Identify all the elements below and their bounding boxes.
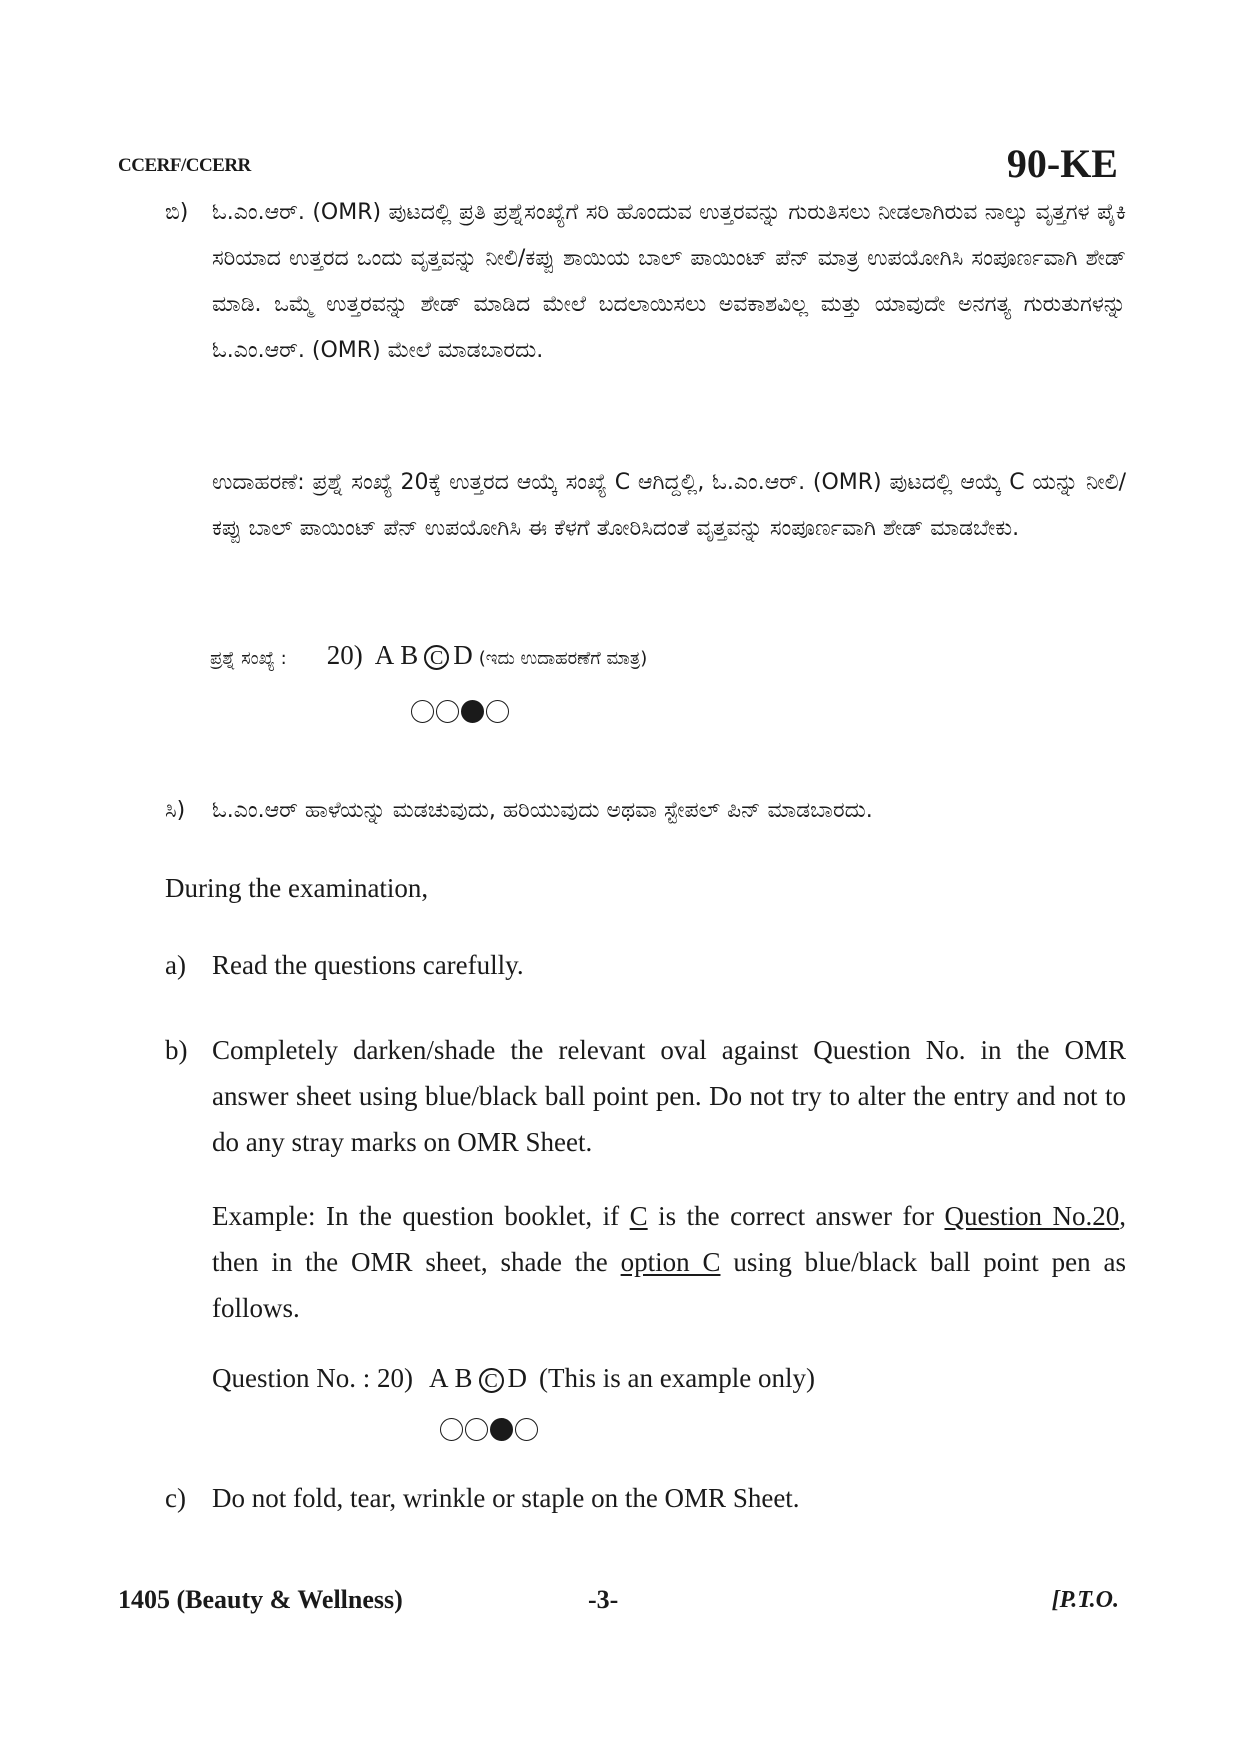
english-intro: During the examination, [165,873,429,903]
bubble-c-filled [461,700,484,723]
english-question-example [212,1363,815,1394]
english-b-text: Completely darken/shade the relevant oval against Question No. in the OMR answer sheet using blue/black ball point pen. Do not try to alter the entry and not to do any stray marks on OMR Sheet. [212,1035,1126,1157]
english-c-label: c) [165,1483,186,1513]
english-option-d: D [507,1363,527,1393]
kannada-question-number: 20) [326,640,363,670]
kannada-option-c-circled: C [424,645,449,670]
english-option-b: B [454,1363,473,1393]
bubble-d [486,700,509,723]
english-omr-bubbles [440,1418,538,1441]
english-question-label: Question No. : 20) [212,1363,413,1393]
english-a-text: Read the questions carefully. [212,950,524,980]
kannada-example-text: ಉದಾಹರಣೆ: ಪ್ರಶ್ನೆ ಸಂಖ್ಯೆ 20ಕ್ಕೆ ಉತ್ತರದ ಆಯ್ಕೆ ಸಂಖ್ಯೆ C ಆಗಿದ್ದಲ್ಲಿ, ಓ.ಎಂ.ಆರ್. (OMR) ಪುಟದಲ್ಲಿ ಆಯ್ಕೆ C ಯನ್ನು ನೀಲಿ/ಕಪ್ಪು ಬಾಲ್ ಪಾಯಿಂಟ್ ಪೆನ್ ಉಪಯೋಗಿಸಿ ಈ ಕೆಳಗೆ ತೋರಿಸಿದಂತೆ ವೃತ್ತವನ್ನು ಸಂಪೂರ್ಣವಾಗಿ ಶೇಡ್ ಮಾಡಬೇಕು. [212,470,1126,541]
bubble-a [411,700,434,723]
example-part-4: using blue/black ball point pen as follows. [212,1247,1126,1323]
bubble-b [465,1418,488,1441]
bubble-d [515,1418,538,1441]
english-example-text [212,1193,1126,1331]
english-option-c-circled: C [479,1368,504,1393]
kannada-question-example [210,640,647,671]
kannada-omr-bubbles [411,700,509,723]
example-answer-c: C [629,1201,648,1231]
kannada-option-d: D [453,640,473,670]
example-part-3: , then in the OMR sheet, shade the [212,1201,1126,1277]
example-question-no: Question No.20 [944,1201,1120,1231]
example-part-1: Example: In the question booklet, if [212,1201,630,1231]
kannada-c-text: ಓ.ಎಂ.ಆರ್ ಹಾಳೆಯನ್ನು ಮಡಚುವುದು, ಹರಿಯುವುದು ಅಥವಾ ಸ್ಟೇಪಲ್ ಪಿನ್ ಮಾಡಬಾರದು. [212,798,873,823]
footer-pto: [P.T.O. [1051,1587,1119,1613]
english-option-a: A [428,1363,449,1393]
example-option-c: option C [620,1247,721,1277]
english-a-label: a) [165,950,186,980]
kannada-option-b: B [400,640,419,670]
footer-page-number: -3- [588,1585,619,1614]
kannada-question-label: ಪ್ರಶ್ನೆ ಸಂಖ್ಯೆ : [210,648,287,669]
kannada-option-a: A [374,640,395,670]
bubble-b [436,700,459,723]
header-code: CCERF/CCERR [118,155,251,176]
paper-code: 90-KE [1006,141,1118,186]
example-part-2: is the correct answer for [647,1201,945,1231]
footer-subject: 1405 (Beauty & Wellness) [118,1585,403,1614]
bubble-a [440,1418,463,1441]
english-question-note: (This is an example only) [539,1363,815,1393]
english-c-text: Do not fold, tear, wrinkle or staple on the OMR Sheet. [212,1483,800,1513]
kannada-b-label: ಬಿ) [165,200,189,225]
kannada-question-note: (ಇದು ಉದಾಹರಣೆಗೆ ಮಾತ್ರ) [478,648,648,669]
kannada-b-text: ಓ.ಎಂ.ಆರ್. (OMR) ಪುಟದಲ್ಲಿ ಪ್ರತಿ ಪ್ರಶ್ನೆಸಂಖ್ಯೆಗೆ ಸರಿ ಹೊಂದುವ ಉತ್ತರವನ್ನು ಗುರುತಿಸಲು ನೀಡಲಾಗಿರುವ ನಾಲ್ಕು ವೃತ್ತಗಳ ಪೈಕಿ ಸರಿಯಾದ ಉತ್ತರದ ಒಂದು ವೃತ್ತವನ್ನು ನೀಲಿ/ಕಪ್ಪು ಶಾಯಿಯ ಬಾಲ್ ಪಾಯಿಂಟ್ ಪೆನ್ ಮಾತ್ರ ಉಪಯೋಗಿಸಿ ಸಂಪೂರ್ಣವಾಗಿ ಶೇಡ್ ಮಾಡಿ. ಒಮ್ಮೆ ಉತ್ತರವನ್ನು ಶೇಡ್ ಮಾಡಿದ ಮೇಲೆ ಬದಲಾಯಿಸಲು ಅವಕಾಶವಿಲ್ಲ ಮತ್ತು ಯಾವುದೇ ಅನಗತ್ಯ ಗುರುತುಗಳನ್ನು ಓ.ಎಂ.ಆರ್. (OMR) ಮೇಲೆ ಮಾಡಬಾರದು. [212,200,1126,363]
english-b-label: b) [165,1035,188,1065]
bubble-c-filled [490,1418,513,1441]
kannada-c-label: ಸಿ) [165,798,186,823]
